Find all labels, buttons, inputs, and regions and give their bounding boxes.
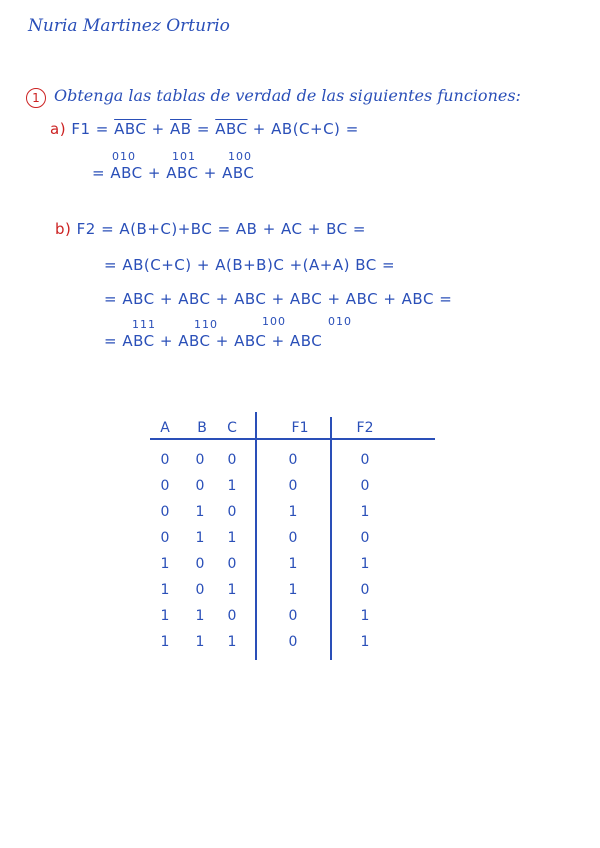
f1-plus-2: +	[252, 120, 266, 138]
table-cell-f2: 1	[360, 608, 370, 624]
part-b-minterm-1: 111	[132, 318, 156, 331]
table-cell-a: 0	[160, 530, 170, 546]
table-cell-c: 1	[227, 530, 237, 546]
f1-eq-2: =	[345, 120, 359, 138]
author-name: Nuria Martinez Orturio	[28, 16, 230, 36]
part-a-minterm-1: 010	[112, 150, 136, 163]
question-text: Obtenga las tablas de verdad de las siguientes funciones:	[54, 86, 521, 105]
part-b-line-2: = AB(C+C) + A(B+B)C +(A+A) BC =	[104, 256, 396, 274]
part-b-line-1	[55, 220, 366, 238]
table-cell-f2: 0	[360, 582, 370, 598]
table-cell-b: 0	[195, 478, 205, 494]
table-cell-b: 0	[195, 452, 205, 468]
question-number: 1	[26, 88, 46, 108]
part-a-line	[50, 120, 359, 138]
f1-eq-1: =	[196, 120, 210, 138]
table-header-f2: F2	[356, 420, 374, 436]
f1-lhs: F1 =	[71, 120, 109, 138]
table-header-c: C	[227, 420, 237, 436]
table-divider-outputs	[330, 417, 332, 660]
part-a-label: a)	[50, 120, 67, 138]
table-cell-a: 0	[160, 478, 170, 494]
table-cell-f1: 0	[288, 634, 298, 650]
table-cell-f1: 0	[288, 530, 298, 546]
table-cell-a: 0	[160, 452, 170, 468]
table-header-f1: F1	[291, 420, 309, 436]
table-header-a: A	[160, 420, 170, 436]
f1-plus-1: +	[151, 120, 165, 138]
table-cell-f1: 1	[288, 582, 298, 598]
table-cell-a: 1	[160, 582, 170, 598]
table-cell-c: 1	[227, 478, 237, 494]
part-b-minterm-4: 010	[328, 315, 352, 328]
table-cell-f1: 1	[288, 504, 298, 520]
table-cell-a: 1	[160, 634, 170, 650]
table-cell-f2: 0	[360, 478, 370, 494]
part-b-label: b)	[55, 220, 72, 238]
table-divider-inputs	[255, 412, 257, 660]
table-cell-f1: 1	[288, 556, 298, 572]
table-cell-f1: 0	[288, 478, 298, 494]
table-cell-c: 1	[227, 582, 237, 598]
table-cell-b: 1	[195, 608, 205, 624]
table-cell-a: 0	[160, 504, 170, 520]
table-cell-f2: 1	[360, 556, 370, 572]
table-cell-a: 1	[160, 608, 170, 624]
f1-term-4: AB(C+C)	[271, 120, 341, 138]
part-b-minterm-2: 110	[194, 318, 218, 331]
truth-table	[150, 412, 450, 662]
table-cell-c: 1	[227, 634, 237, 650]
table-cell-f2: 0	[360, 452, 370, 468]
part-b-line-3: = ABC + ABC + ABC + ABC + ABC + ABC =	[104, 290, 453, 308]
part-b-minterm-3: 100	[262, 315, 286, 328]
table-cell-a: 1	[160, 556, 170, 572]
table-cell-c: 0	[227, 452, 237, 468]
table-cell-f2: 1	[360, 504, 370, 520]
table-cell-f1: 0	[288, 608, 298, 624]
table-cell-b: 0	[195, 556, 205, 572]
part-b-result: = ABC + ABC + ABC + ABC	[104, 332, 323, 350]
table-cell-b: 1	[195, 530, 205, 546]
part-a-minterm-2: 101	[172, 150, 196, 163]
f1-term-1: $\overline{ABC}$	[114, 120, 147, 138]
table-cell-b: 1	[195, 634, 205, 650]
table-cell-f2: 0	[360, 530, 370, 546]
table-cell-c: 0	[227, 608, 237, 624]
f1-term-2: $\overline{AB}$	[170, 120, 192, 138]
f1-term-3: $\overline{ABC}$	[215, 120, 248, 138]
table-cell-c: 0	[227, 504, 237, 520]
part-a-result: = ABC + ABC + ABC	[92, 164, 255, 182]
table-cell-c: 0	[227, 556, 237, 572]
table-cell-f2: 1	[360, 634, 370, 650]
table-cell-b: 1	[195, 504, 205, 520]
part-a-minterm-3: 100	[228, 150, 252, 163]
table-header-b: B	[197, 420, 207, 436]
part-b-line-1-text: F2 = A(B+C)+BC = AB + AC + BC =	[76, 220, 366, 238]
table-cell-b: 0	[195, 582, 205, 598]
table-cell-f1: 0	[288, 452, 298, 468]
table-header-divider	[150, 438, 435, 440]
